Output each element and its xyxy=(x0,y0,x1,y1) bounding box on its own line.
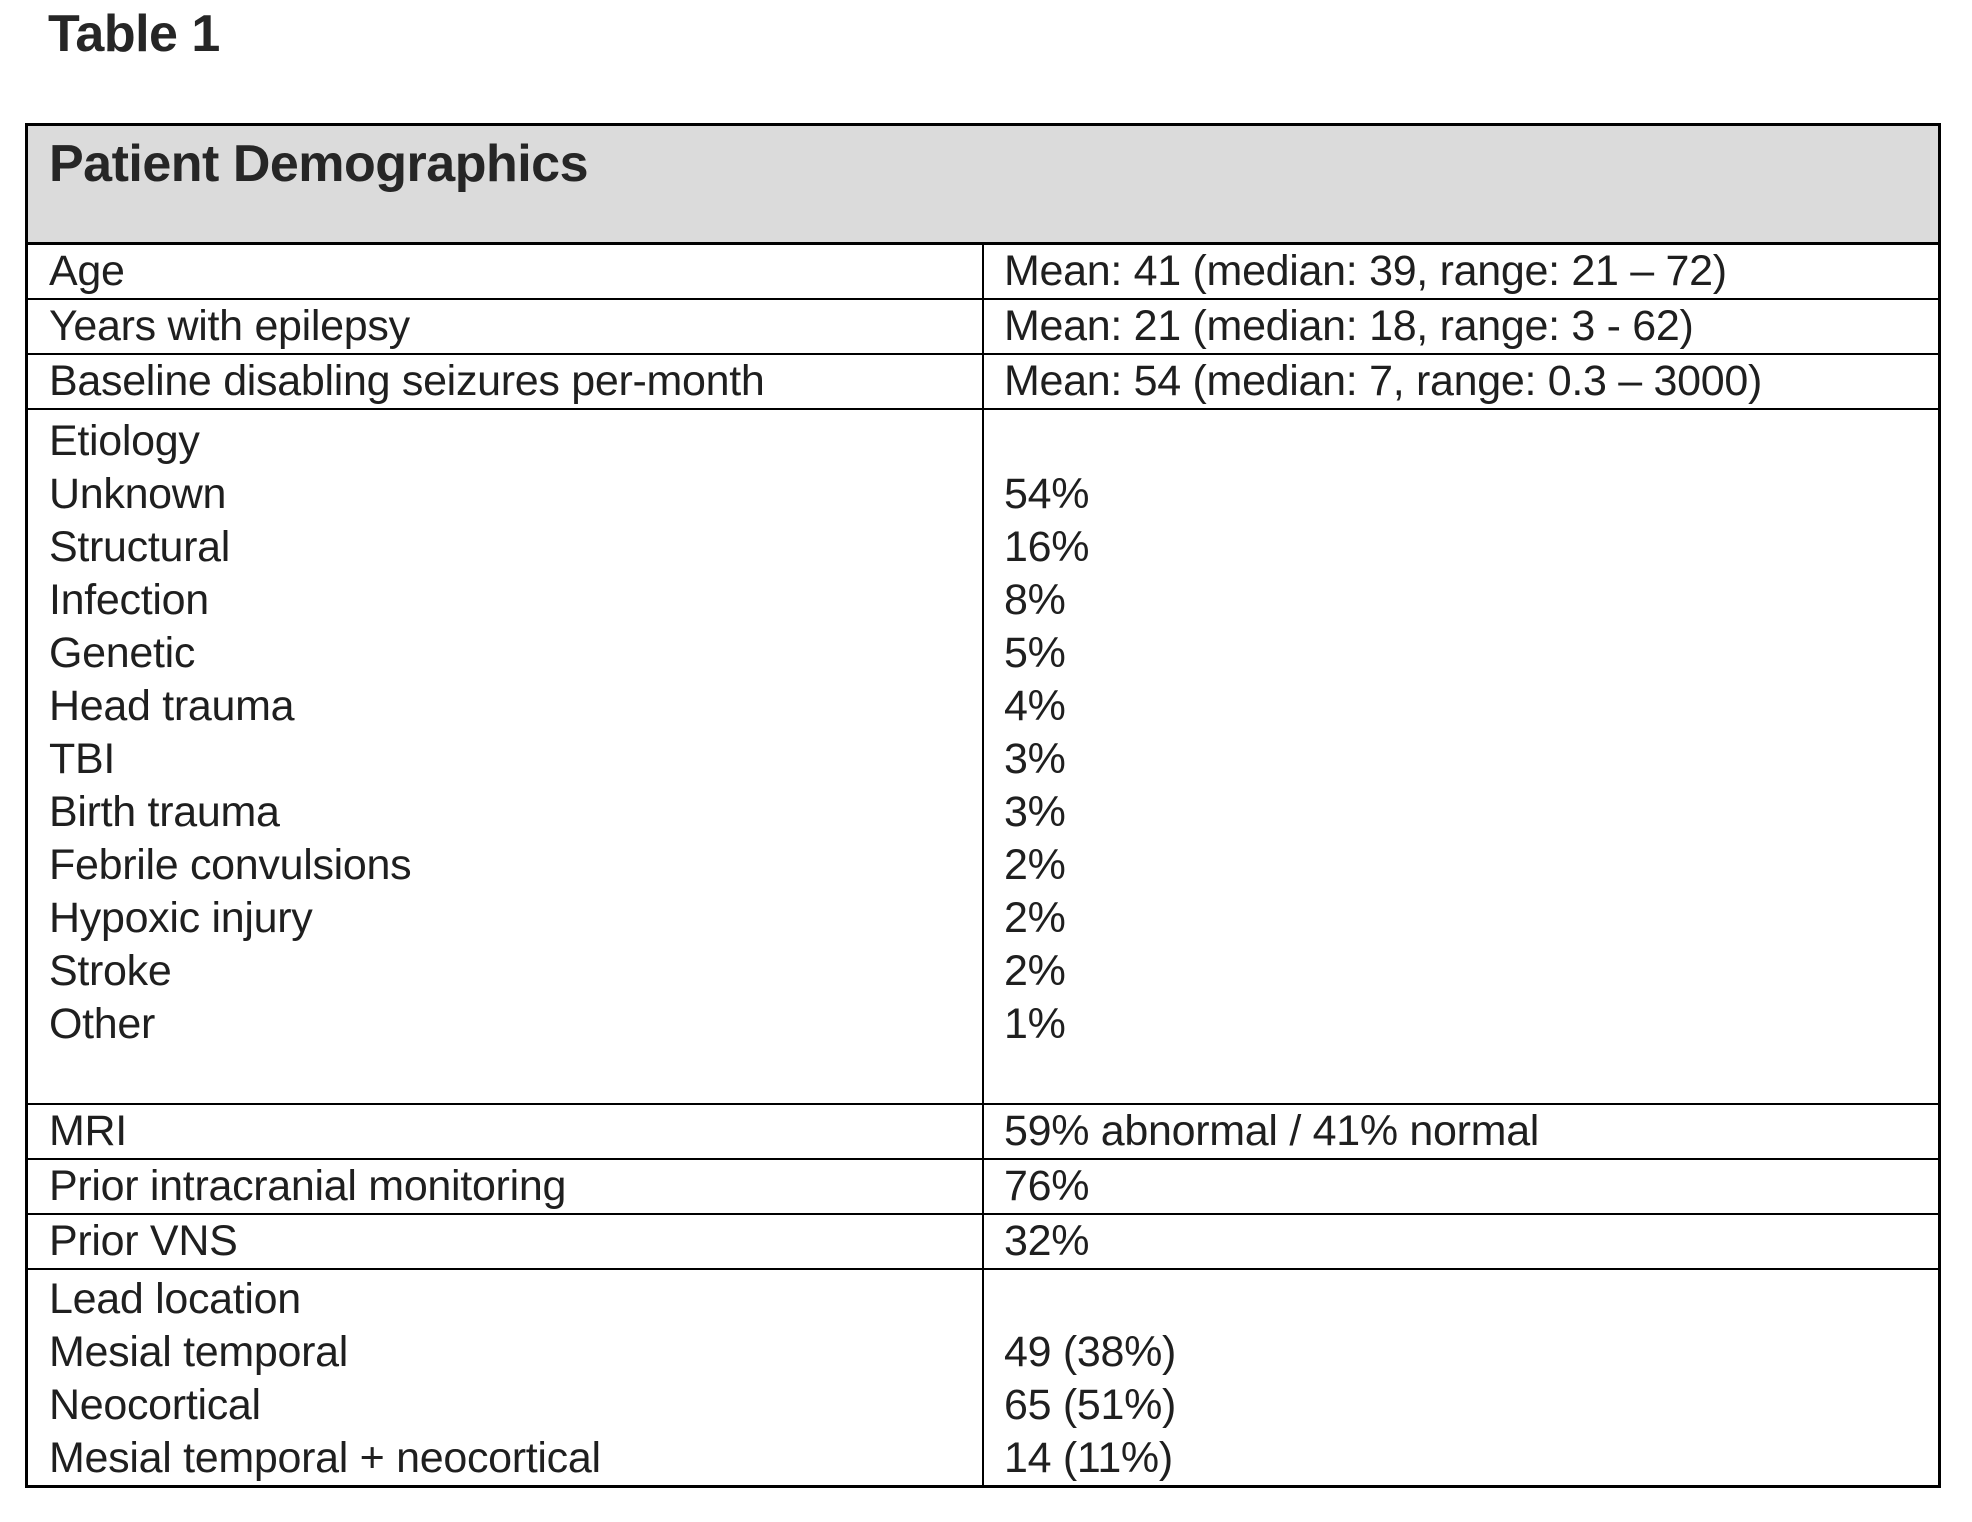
table-row-prior-intracranial-monitoring xyxy=(27,1159,1940,1214)
row-value: 59% abnormal / 41% normal xyxy=(983,1104,1940,1159)
row-label: Years with epilepsy xyxy=(27,299,984,354)
section-label: Etiology xyxy=(49,417,200,465)
spacer-line xyxy=(1004,1273,1930,1326)
etiology-item-label: Unknown xyxy=(49,470,227,518)
row-value: Mean: 54 (median: 7, range: 0.3 – 3000) xyxy=(983,354,1940,409)
table-row-baseline-seizures xyxy=(27,354,1940,409)
lead-location-item-label: Mesial temporal + neocortical xyxy=(49,1434,601,1482)
table-header: Patient Demographics xyxy=(27,125,1940,244)
etiology-item-value: 8% xyxy=(1004,576,1066,624)
etiology-item-label: Birth trauma xyxy=(49,788,280,836)
etiology-item-value: 2% xyxy=(1004,947,1066,995)
lead-location-item-value: 14 (11%) xyxy=(1004,1434,1173,1482)
etiology-item-label: Febrile convulsions xyxy=(49,841,412,889)
lead-location-item-value: 65 (51%) xyxy=(1004,1381,1177,1429)
etiology-value-cell xyxy=(983,409,1940,1104)
lead-location-label-cell xyxy=(27,1269,984,1487)
etiology-item-label: Genetic xyxy=(49,629,196,677)
table-header-row xyxy=(27,125,1940,244)
row-label: Prior VNS xyxy=(27,1214,984,1269)
section-label: Lead location xyxy=(49,1275,301,1323)
etiology-item-value: 2% xyxy=(1004,894,1066,942)
etiology-item-value: 2% xyxy=(1004,841,1066,889)
table-row-mri xyxy=(27,1104,1940,1159)
table-caption: Table 1 xyxy=(48,5,220,63)
spacer-line xyxy=(1004,415,1930,468)
etiology-label-cell xyxy=(27,409,984,1104)
lead-location-item-label: Mesial temporal xyxy=(49,1328,348,1376)
row-value: 76% xyxy=(983,1159,1940,1214)
etiology-item-value: 5% xyxy=(1004,629,1066,677)
etiology-item-label: Structural xyxy=(49,523,231,571)
table-row-lead-location xyxy=(27,1269,1940,1487)
table-row-prior-vns xyxy=(27,1214,1940,1269)
etiology-item-label: Head trauma xyxy=(49,682,295,730)
row-label: Baseline disabling seizures per-month xyxy=(27,354,984,409)
etiology-item-label: Infection xyxy=(49,576,209,624)
table-row-etiology xyxy=(27,409,1940,1104)
etiology-item-label: TBI xyxy=(49,735,115,783)
lead-location-item-value: 49 (38%) xyxy=(1004,1328,1177,1376)
etiology-item-label: Other xyxy=(49,1000,156,1048)
etiology-item-value: 3% xyxy=(1004,735,1066,783)
etiology-item-value: 3% xyxy=(1004,788,1066,836)
etiology-item-value: 1% xyxy=(1004,1000,1066,1048)
row-value: 32% xyxy=(983,1214,1940,1269)
lead-location-item-label: Neocortical xyxy=(49,1381,261,1429)
etiology-item-value: 4% xyxy=(1004,682,1066,730)
etiology-item-label: Stroke xyxy=(49,947,172,995)
table-row-years-with-epilepsy xyxy=(27,299,1940,354)
etiology-item-value: 54% xyxy=(1004,470,1090,518)
table-row-age xyxy=(27,244,1940,300)
row-label: Prior intracranial monitoring xyxy=(27,1159,984,1214)
lead-location-value-cell xyxy=(983,1269,1940,1487)
row-label: MRI xyxy=(27,1104,984,1159)
row-label: Age xyxy=(27,244,984,300)
patient-demographics-table xyxy=(25,123,1941,1488)
etiology-item-value: 16% xyxy=(1004,523,1090,571)
row-value: Mean: 41 (median: 39, range: 21 – 72) xyxy=(983,244,1940,300)
row-value: Mean: 21 (median: 18, range: 3 - 62) xyxy=(983,299,1940,354)
etiology-item-label: Hypoxic injury xyxy=(49,894,313,942)
